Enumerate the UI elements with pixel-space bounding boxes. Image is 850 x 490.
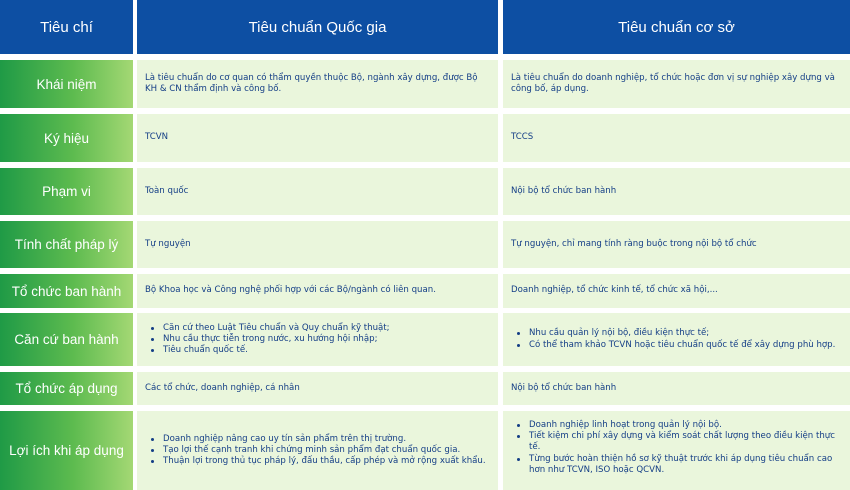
list-item: Thuận lợi trong thủ tục pháp lý, đấu thầu, cấp phép và mở rộng xuất khẩu. [145,456,490,467]
row-label-benefits: Lợi ích khi áp dụng [0,411,133,490]
list-item: Doanh nghiệp linh hoạt trong quản lý nội bộ. [511,420,842,431]
list-item: Tiết kiệm chi phí xây dựng và kiểm soát chất lượng theo điều kiện thực tế. [511,431,842,453]
base-applicant: Nội bộ tổ chức ban hành [503,372,850,405]
list-item: Nhu cầu thực tiễn trong nước, xu hướng hội nhập; [145,334,490,345]
national-basis-list [145,323,490,357]
base-concept: Là tiêu chuẩn do doanh nghiệp, tổ chức hoặc đơn vị sự nghiệp xây dựng và công bố, áp dụng. [503,60,850,108]
national-issuer: Bộ Khoa học và Công nghệ phối hợp với các Bộ/ngành có liên quan. [137,274,498,308]
header-national-standard: Tiêu chuẩn Quốc gia [137,0,498,54]
list-item: Tiêu chuẩn quốc tế. [145,345,490,356]
row-label-symbol: Ký hiệu [0,114,133,162]
base-basis-list [511,328,842,350]
row-label-scope: Phạm vi [0,168,133,215]
national-applicant: Các tổ chức, doanh nghiệp, cá nhân [137,372,498,405]
header-criteria: Tiêu chí [0,0,133,54]
base-issuer: Doanh nghiệp, tổ chức kinh tế, tổ chức xã hội,... [503,274,850,308]
list-item: Có thể tham khảo TCVN hoặc tiêu chuẩn quốc tế để xây dựng phù hợp. [511,340,842,351]
row-label-legal-nature: Tính chất pháp lý [0,221,133,268]
base-benefits-list [511,420,842,476]
national-symbol: TCVN [137,114,498,162]
national-legal-nature: Tự nguyện [137,221,498,268]
row-label-issuer: Tổ chức ban hành [0,274,133,308]
base-scope: Nội bộ tổ chức ban hành [503,168,850,215]
base-basis [503,313,850,366]
base-benefits [503,411,850,490]
national-benefits [137,411,498,490]
list-item: Doanh nghiệp nâng cao uy tín sản phẩm trên thị trường. [145,434,490,445]
base-symbol: TCCS [503,114,850,162]
row-label-applicant: Tổ chức áp dụng [0,372,133,405]
national-basis [137,313,498,366]
national-scope: Toàn quốc [137,168,498,215]
national-benefits-list [145,434,490,468]
row-label-concept: Khái niệm [0,60,133,108]
list-item: Nhu cầu quản lý nội bộ, điều kiện thực tế; [511,328,842,339]
list-item: Tạo lợi thế cạnh tranh khi chứng minh sản phẩm đạt chuẩn quốc gia. [145,445,490,456]
base-legal-nature: Tự nguyện, chỉ mang tính ràng buộc trong nội bộ tổ chức [503,221,850,268]
header-base-standard: Tiêu chuẩn cơ sở [503,0,850,54]
list-item: Căn cứ theo Luật Tiêu chuẩn và Quy chuẩn kỹ thuật; [145,323,490,334]
list-item: Từng bước hoàn thiện hồ sơ kỹ thuật trước khi áp dụng tiêu chuẩn cao hơn như TCVN, ISO hoặc QCVN. [511,454,842,476]
row-label-basis: Căn cứ ban hành [0,313,133,366]
national-concept: Là tiêu chuẩn do cơ quan có thẩm quyền thuộc Bộ, ngành xây dựng, được Bộ KH & CN thẩm định và công bố. [137,60,498,108]
